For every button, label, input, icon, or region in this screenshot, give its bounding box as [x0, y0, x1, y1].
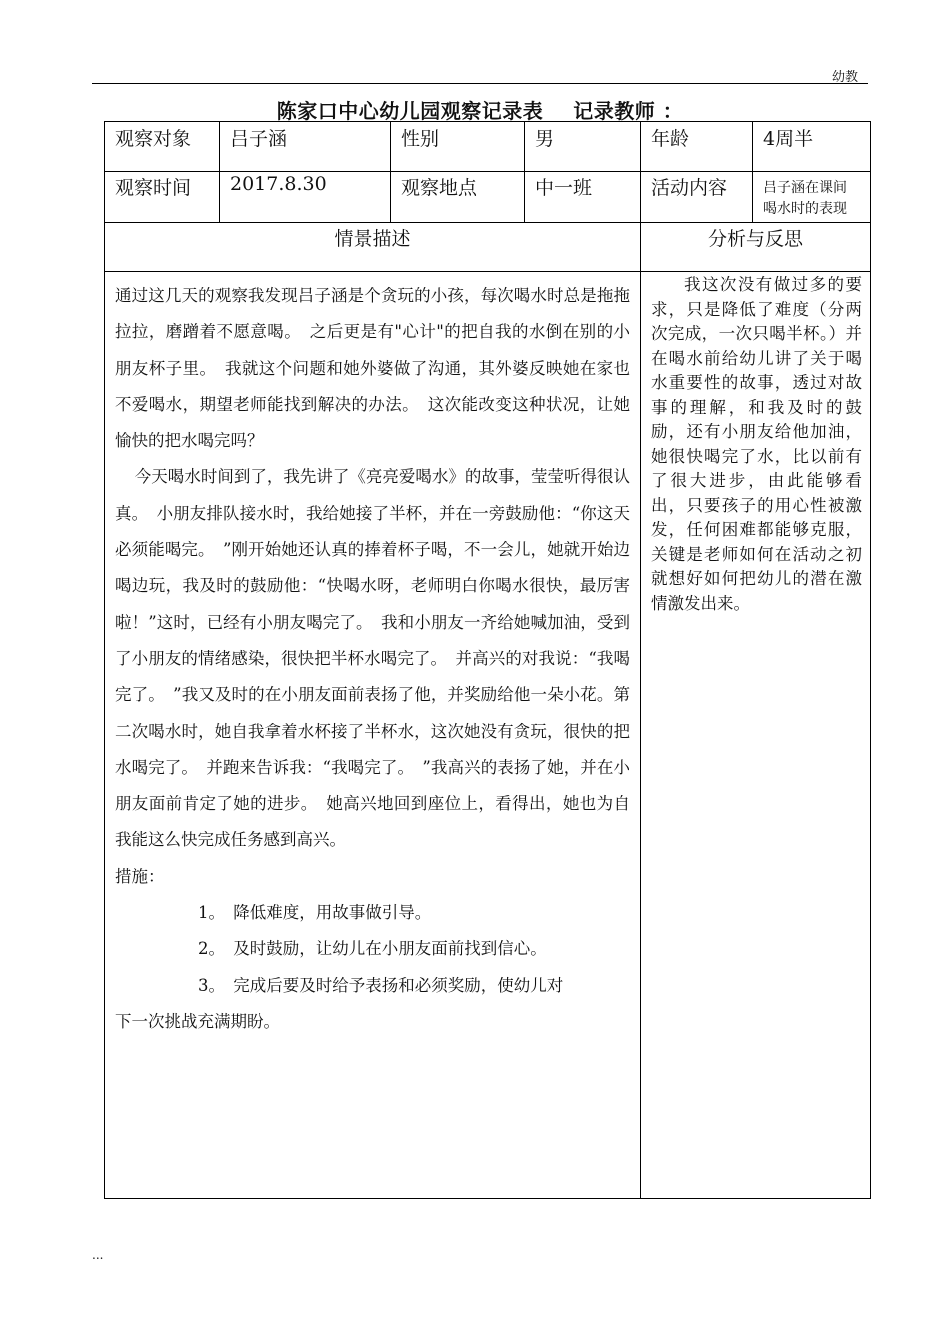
- measure-3: 3。 完成后要及时给予表扬和必须奖励，使幼儿对: [198, 975, 564, 995]
- description-body: [105, 271, 641, 1198]
- analysis-body: [641, 271, 870, 1198]
- description-paragraph-1: 通过这几天的观察我发现吕子涵是个贪玩的小孩，每次喝水时总是拖拖拉拉，磨蹭着不愿意喝。 之后更是有"心计"的把自我的水倒在别的小朋友杯子里。 我就这个问题和她外婆做了沟通，其外婆反映她在家也不爱喝水，期望老师能找到解决的办法。 这次能改变这种状况，让她愉快的把水喝完吗？: [115, 286, 630, 451]
- gender-label: 性别: [391, 122, 525, 171]
- info-row-1: [105, 122, 870, 172]
- title-main: 陈家口中心幼儿园观察记录表: [276, 99, 544, 123]
- footer-ellipsis: ...: [92, 1248, 104, 1262]
- measure-3-continued: 下一次挑战充满期盼。: [115, 1011, 280, 1031]
- analysis-header: 分析与反思: [707, 228, 803, 250]
- measure-1: 1。 降低难度，用故事做引导。: [198, 903, 432, 923]
- analysis-text: 我这次没有做过多的要求，只是降低了难度（分两次完成，一次只喝半杯。）并在喝水前给幼儿讲了关于喝水重要性的故事，透过对故事的理解，和我及时的鼓励，还有小朋友给他加油，她很快喝完了水，比以前有了很大进步，由此能够看出，只要孩子的用心性被激发，任何困难都能够克服，关键是老师如何在活动之初就想好如何把幼儿的潜在激情激发出来。: [651, 275, 862, 613]
- subject-label: 观察对象: [105, 122, 220, 171]
- age-value: 4周半: [763, 128, 814, 150]
- subject-value: 吕子涵: [220, 122, 391, 171]
- measures-label: 措施：: [115, 866, 165, 886]
- description-header: 情景描述: [105, 222, 641, 271]
- header-rule: [92, 83, 868, 84]
- section-header-row: [105, 222, 870, 272]
- recorder-label: 记录教师 ：: [573, 99, 684, 123]
- time-label: 观察时间: [105, 171, 220, 222]
- description-paragraph-2: 今天喝水时间到了，我先讲了《亮亮爱喝水》的故事，莹莹听得很认真。 小朋友排队接水时，我给她接了半杯，并在一旁鼓励他：“你这天必须能喝完。 ”刚开始她还认真的捧着杯子喝，不一会儿，她就开始边喝边玩，我及时的鼓励他：“快喝水呀，老师明白你喝水很快，最厉害啦！”这时，已经有小朋友喝完了。 我和小朋友一齐给她喊加油，受到了小朋友的情绪感染，很快把半杯水喝完了。 并高兴的对我说：“我喝完了。 ”我又及时的在小朋友面前表扬了他，并奖励给他一朵小花。第二次喝水时，她自我拿着水杯接了半杯水，这次她没有贪玩，很快的把水喝完了。 并跑来告诉我：“我喝完了。 ”我高兴的表扬了她，并在小朋友面前肯定了她的进步。 她高兴地回到座位上，看得出，她也为自我能这么快完成任务感到高兴。: [115, 467, 630, 850]
- observation-table: [104, 121, 871, 1199]
- place-value: 中一班: [525, 171, 641, 222]
- header-tag: 幼教: [831, 70, 858, 85]
- activity-label: 活动内容: [641, 171, 753, 222]
- age-label: 年龄: [641, 122, 753, 171]
- measure-2: 2。 及时鼓励，让幼儿在小朋友面前找到信心。: [198, 939, 547, 959]
- time-value: 2017.8.30: [220, 171, 391, 222]
- place-label: 观察地点: [391, 171, 525, 222]
- gender-value: 男: [525, 122, 641, 171]
- activity-value: 吕子涵在课间喝水时的表现: [763, 180, 847, 217]
- page-title: [92, 95, 868, 124]
- info-row-2: [105, 171, 870, 223]
